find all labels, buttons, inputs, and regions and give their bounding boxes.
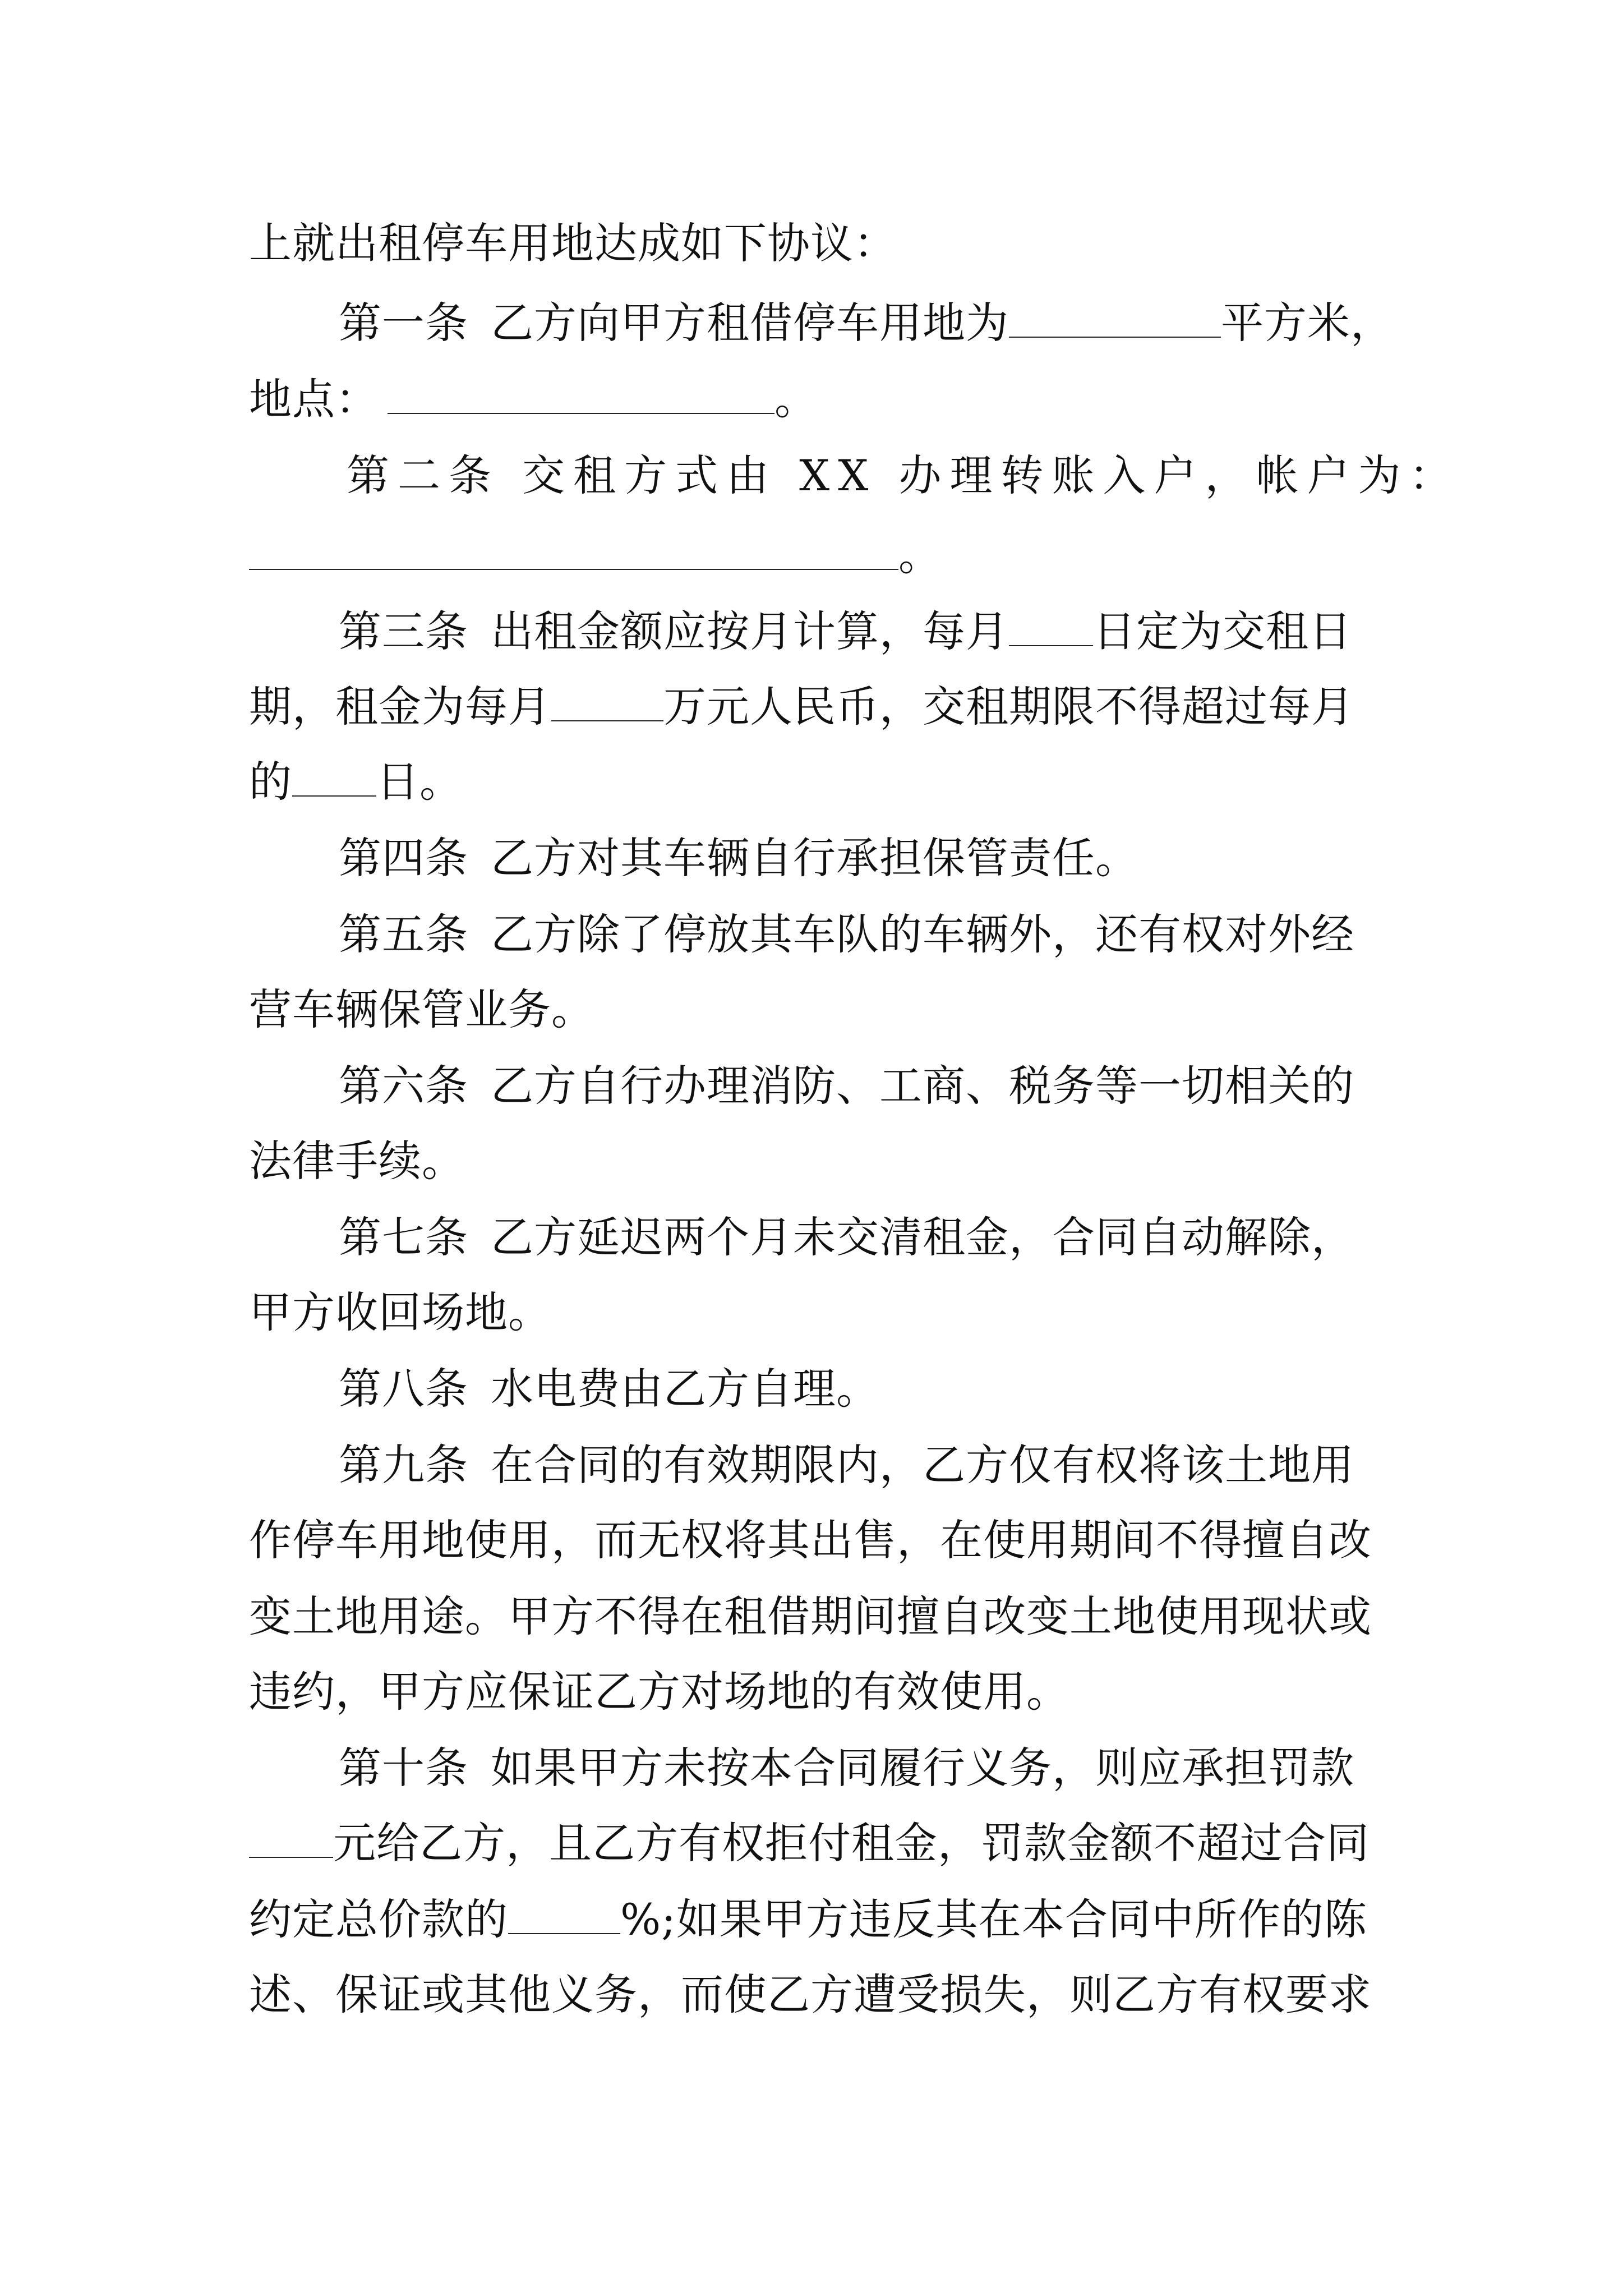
line-text: 上就出租停车用地达成如下协议： — [249, 218, 897, 268]
article-3-line-2 — [249, 681, 1354, 733]
article-text: 作停车用地使用，而无权将其出售，在使用期间不得擅自改 — [249, 1515, 1372, 1565]
article-number: 第四条 — [339, 833, 468, 883]
blank-day — [1009, 607, 1093, 646]
blank-percent — [508, 1895, 620, 1934]
article-text: 乙方自行办理消防、工商、税务等一切相关的 — [491, 1061, 1354, 1111]
article-text: 甲方收回场地。 — [249, 1287, 551, 1337]
article-10-line-2 — [249, 1818, 1370, 1869]
blank-area — [1009, 298, 1221, 338]
article-text: 水电费由乙方自理。 — [491, 1364, 879, 1414]
article-number: 第九条 — [339, 1440, 468, 1490]
article-number: 第六条 — [339, 1061, 468, 1111]
article-2-line-2 — [249, 530, 942, 581]
article-8 — [339, 1363, 879, 1415]
article-10-line-4 — [249, 1969, 1372, 2021]
article-1-line-2 — [249, 374, 818, 425]
article-text: 期，租金为每月 — [249, 682, 551, 731]
article-text: 的 — [249, 757, 292, 807]
article-text: 日。 — [376, 757, 463, 807]
punct: 。 — [898, 530, 942, 580]
article-3-line-3 — [249, 756, 463, 808]
article-text: 乙方延迟两个月未交清租金，合同自动解除， — [491, 1212, 1354, 1262]
article-text: 约定总价款的 — [249, 1894, 508, 1944]
article-2-line-1 — [347, 450, 1460, 501]
blank-account — [249, 531, 898, 570]
article-10-line-1 — [339, 1742, 1354, 1794]
article-6-line-1 — [339, 1060, 1354, 1112]
punct: 。 — [774, 374, 818, 424]
article-text: 营车辆保管业务。 — [249, 984, 594, 1034]
article-number: 第二条 — [347, 450, 500, 500]
article-text: 交租方式由 XX 办理转账入户，帐户为： — [522, 450, 1460, 500]
blank-penalty — [249, 1819, 333, 1858]
article-text: %;如果甲方违反其在本合同中所作的陈 — [620, 1894, 1367, 1944]
article-text: 述、保证或其他义务，而使乙方遭受损失，则乙方有权要求 — [249, 1970, 1372, 2019]
article-10-line-3 — [249, 1894, 1367, 1945]
article-text: 日定为交租日 — [1093, 606, 1352, 656]
blank-deadline — [292, 757, 376, 797]
article-text: 万元人民币，交租期限不得超过每月 — [663, 682, 1354, 731]
article-text: 如果甲方未按本合同履行义务，则应承担罚款 — [491, 1743, 1354, 1793]
article-text: 在合同的有效期限内，乙方仅有权将该土地用 — [491, 1440, 1354, 1490]
text-line — [249, 218, 897, 269]
article-number: 第五条 — [339, 909, 468, 959]
article-text: 出租金额应按月计算，每月 — [491, 606, 1009, 656]
article-number: 第七条 — [339, 1212, 468, 1262]
article-text: 平方米， — [1221, 298, 1394, 348]
article-number: 第十条 — [339, 1743, 468, 1793]
article-text: 元给乙方，且乙方有权拒付租金，罚款金额不超过合同 — [333, 1818, 1370, 1868]
article-9-line-1 — [339, 1439, 1354, 1491]
article-7-line-1 — [339, 1212, 1354, 1263]
article-text: 变土地用途。甲方不得在租借期间擅自改变土地使用现状或 — [249, 1591, 1372, 1641]
article-9-line-3 — [249, 1591, 1372, 1642]
blank-rent — [551, 682, 663, 721]
article-text: 法律手续。 — [249, 1136, 465, 1186]
article-text: 乙方对其车辆自行承担保管责任。 — [491, 833, 1138, 883]
article-3-line-1 — [339, 606, 1352, 657]
article-6-line-2 — [249, 1135, 465, 1187]
article-text: 乙方向甲方租借停车用地为 — [491, 298, 1009, 348]
article-5-line-2 — [249, 984, 594, 1036]
article-4 — [339, 832, 1138, 884]
article-9-line-2 — [249, 1515, 1372, 1566]
article-7-line-2 — [249, 1287, 551, 1338]
blank-location — [388, 375, 774, 414]
article-9-line-4 — [249, 1666, 1069, 1718]
label-location: 地点： — [249, 374, 379, 424]
article-5-line-1 — [339, 909, 1354, 960]
article-text: 乙方除了停放其车队的车辆外，还有权对外经 — [491, 909, 1354, 959]
article-number: 第一条 — [339, 298, 468, 348]
article-number: 第三条 — [339, 606, 468, 656]
article-1-line-1 — [339, 297, 1394, 349]
article-number: 第八条 — [339, 1364, 468, 1414]
article-text: 违约，甲方应保证乙方对场地的有效使用。 — [249, 1667, 1069, 1717]
